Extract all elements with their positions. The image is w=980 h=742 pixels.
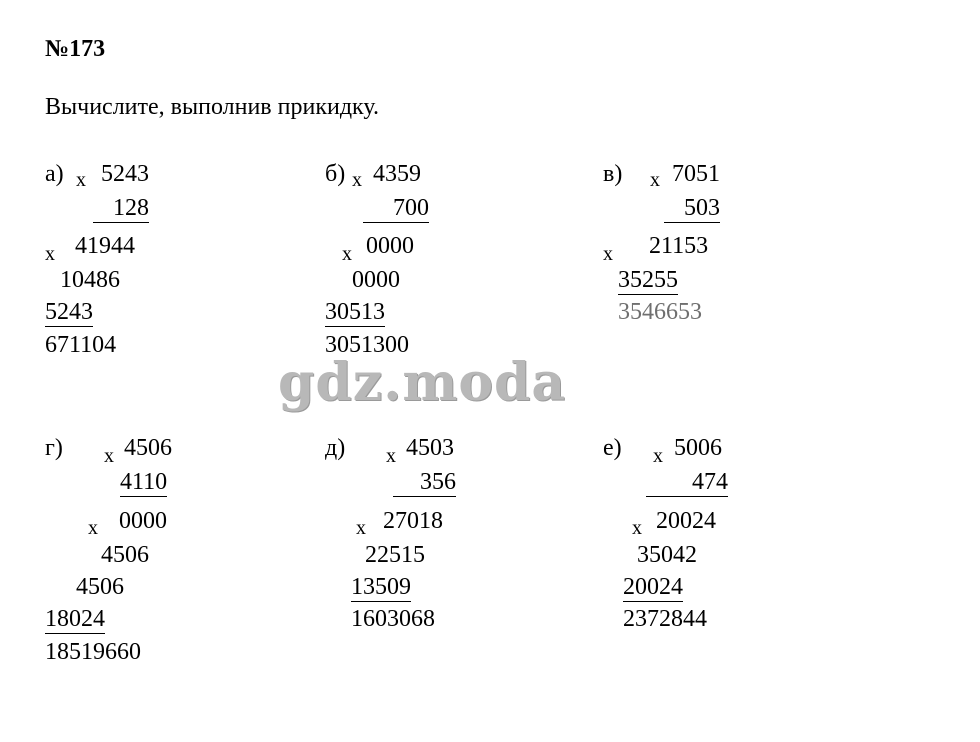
partial-product: 0000 — [366, 233, 414, 259]
multiplicand: 4506 — [124, 435, 172, 461]
product-result: 2372844 — [623, 606, 707, 632]
multiply-sign: x — [104, 445, 114, 467]
problem-label: г) — [45, 435, 63, 461]
multiply-sign: x — [342, 243, 352, 265]
partial-product: 0000 — [352, 267, 400, 293]
partial-product: 27018 — [383, 508, 443, 534]
partial-product: 0000 — [119, 508, 167, 534]
partial-product: 22515 — [365, 542, 425, 568]
product-result: 1603068 — [351, 606, 435, 632]
problem-label: е) — [603, 435, 622, 461]
partial-product: 20024 — [623, 574, 683, 600]
multiplier: 503 — [664, 194, 720, 223]
partial-product: 10486 — [60, 267, 120, 293]
partial-product: 41944 — [75, 233, 135, 259]
partial-product: 35255 — [618, 267, 678, 293]
problem-label: а) — [45, 161, 64, 187]
multiplicand: 4503 — [406, 435, 454, 461]
exercise-number: №173 — [45, 36, 106, 62]
partial-product: 35042 — [637, 542, 697, 568]
partial-product: 13509 — [351, 574, 411, 600]
multiplicand: 4359 — [373, 161, 421, 187]
partial-product: 30513 — [325, 299, 385, 325]
multiply-sign: x — [603, 243, 613, 265]
multiply-sign: x — [650, 169, 660, 191]
partial-product: 4506 — [101, 542, 149, 568]
partial-product: 5243 — [45, 299, 93, 325]
partial-product: 20024 — [656, 508, 716, 534]
product-result: 18519660 — [45, 639, 141, 665]
multiply-sign: x — [632, 517, 642, 539]
multiplier: 474 — [646, 468, 728, 497]
multiply-sign: x — [386, 445, 396, 467]
multiplicand: 5006 — [674, 435, 722, 461]
multiplier: 128 — [93, 194, 149, 223]
multiplier: 4110 — [120, 469, 168, 495]
multiply-sign: x — [653, 445, 663, 467]
product-result: 3546653 — [618, 299, 702, 325]
multiplicand: 5243 — [101, 161, 149, 187]
problem-label: б) — [325, 161, 346, 187]
multiply-sign: x — [76, 169, 86, 191]
product-result: 671104 — [45, 332, 117, 358]
multiplier: 356 — [393, 468, 456, 497]
multiply-sign: x — [45, 243, 55, 265]
problem-label: в) — [603, 161, 623, 187]
multiply-sign: x — [88, 517, 98, 539]
multiply-sign: x — [352, 169, 362, 191]
partial-product: 21153 — [649, 233, 709, 259]
partial-product: 4506 — [76, 574, 124, 600]
problem-label: д) — [325, 435, 346, 461]
partial-product: 18024 — [45, 606, 105, 632]
product-result: 3051300 — [325, 332, 409, 358]
instruction-text: Вычислите, выполнив прикидку. — [45, 94, 379, 120]
multiplier: 700 — [363, 194, 429, 223]
multiplicand: 7051 — [672, 161, 720, 187]
multiply-sign: x — [356, 517, 366, 539]
watermark-logo: gdz.moda — [278, 352, 567, 413]
